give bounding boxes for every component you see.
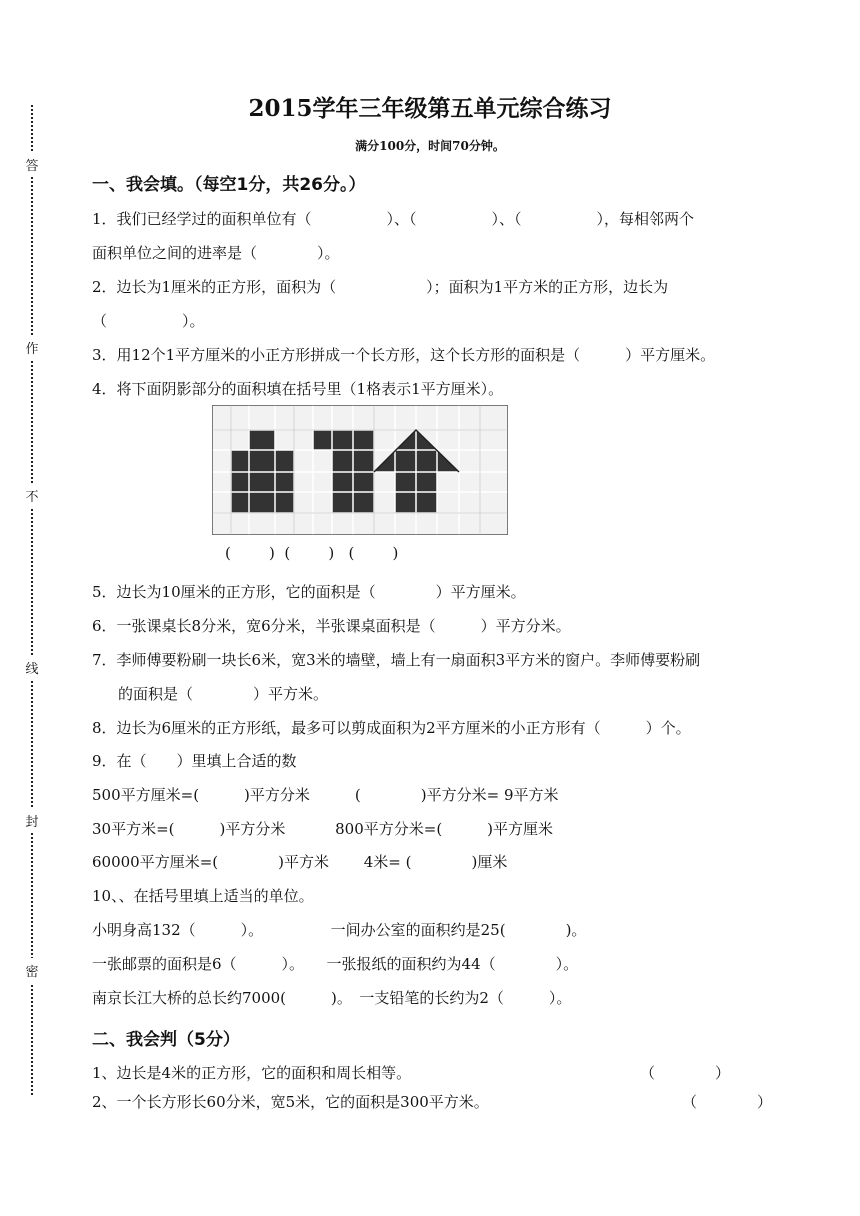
judge-2-answer[interactable]: （ ） [682, 1093, 773, 1111]
binding-dotted-line [31, 105, 33, 1095]
question-1-line-2: 面积单位之间的进率是（ ）。 [92, 244, 340, 262]
binding-char: 密 [22, 958, 42, 983]
section-heading-judge: 二、我会判（5分） [92, 1030, 240, 1050]
question-1-line-1: 1．我们已经学过的面积单位有（ ）、（ ）、（ ），每相邻两个 [92, 210, 695, 228]
question-5: 5．边长为10厘米的正方形，它的面积是（ ）平方厘米。 [92, 583, 526, 601]
grid-figure [212, 405, 508, 535]
question-7-line-2: 的面积是（ ）平方米。 [118, 685, 329, 703]
question-4-answer-blanks[interactable]: ( ) ( ) ( ) [225, 544, 399, 562]
question-3: 3．用12个1平方厘米的小正方形拼成一个长方形，这个长方形的面积是（ ）平方厘米。 [92, 346, 716, 364]
question-9-row-2: 30平方米=( )平方分米 800平方分米=( )平方厘米 [92, 820, 554, 838]
question-9-row-1: 500平方厘米=( )平方分米 ( )平方分米= 9平方米 [92, 786, 559, 804]
question-10: 10、、在括号里填上适当的单位。 [92, 887, 314, 905]
binding-char: 答 [22, 152, 42, 177]
question-9-row-3: 60000平方厘米=( )平方米 4米= ( )厘米 [92, 853, 508, 871]
question-10-row-3: 南京长江大桥的总长约7000( )。 一支铅笔的长约为2（ ）。 [92, 989, 572, 1007]
question-8: 8．边长为6厘米的正方形纸，最多可以剪成面积为2平方厘米的小正方形有（ ）个。 [92, 719, 691, 737]
page-subtitle: 满分100分，时间70分钟。 [355, 139, 505, 153]
question-9: 9．在（ ）里填上合适的数 [92, 752, 297, 770]
question-4: 4．将下面阴影部分的面积填在括号里（1格表示1平方厘米）。 [92, 380, 504, 398]
question-10-row-2: 一张邮票的面积是6（ ）。 一张报纸的面积约为44（ ）。 [92, 955, 579, 973]
binding-char: 作 [22, 335, 42, 360]
question-2-line-2: （ ）。 [92, 312, 205, 330]
question-6: 6．一张课桌长8分米，宽6分米，半张课桌面积是（ ）平方分米。 [92, 617, 571, 635]
shaded-area-grid [212, 405, 508, 535]
page-title: 2015学年三年级第五单元综合练习 [248, 95, 612, 122]
question-10-row-1: 小明身高132（ ）。 一间办公室的面积约是25( )。 [92, 921, 587, 939]
binding-char: 封 [22, 808, 42, 833]
judge-1-answer[interactable]: （ ） [640, 1064, 731, 1082]
question-2-line-1: 2．边长为1厘米的正方形，面积为（ ）；面积为1平方米的正方形，边长为 [92, 278, 669, 296]
judge-2: 2、一个长方形长60分米，宽5米，它的面积是300平方米。 [92, 1093, 489, 1111]
question-7-line-1: 7．李师傅要粉刷一块长6米，宽3米的墙壁，墙上有一扇面积3平方米的窗户。李师傅要粉刷 [92, 651, 701, 669]
judge-1: 1、边长是4米的正方形，它的面积和周长相等。 [92, 1064, 412, 1082]
section-heading-fill: 一、我会填。（每空1分，共26分。） [92, 175, 366, 195]
binding-char: 不 [22, 483, 42, 508]
binding-char: 线 [22, 655, 42, 680]
